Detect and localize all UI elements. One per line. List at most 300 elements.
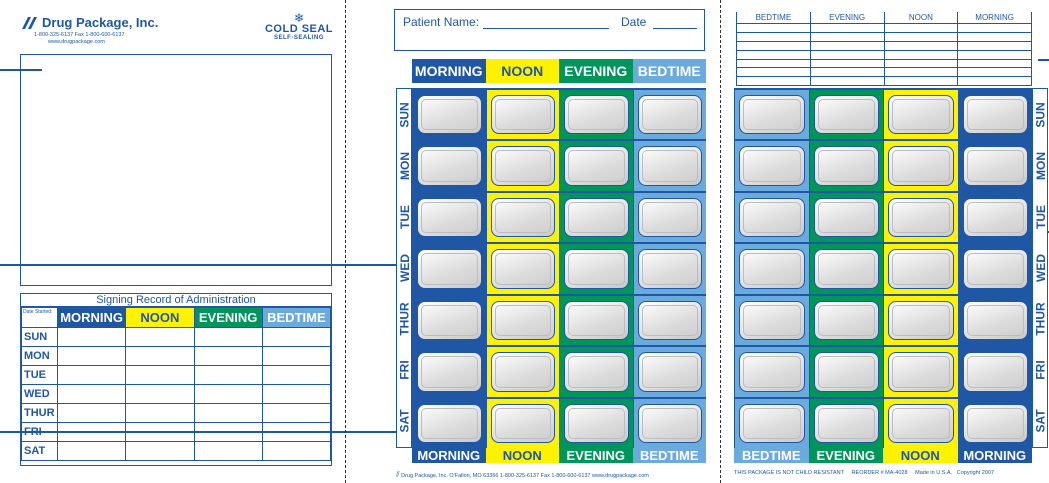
sign-cell[interactable] [58, 385, 126, 404]
blister-pocket[interactable] [888, 404, 954, 443]
right-sign-col-evening: EVENING [810, 12, 884, 24]
blister-pocket[interactable] [963, 404, 1029, 443]
sign-cell[interactable] [737, 33, 811, 42]
middle-header [412, 59, 706, 83]
blister-dome [818, 150, 876, 181]
day-label-wed: WED [1034, 253, 1048, 282]
made-in-usa: Made in U.S.A. [915, 470, 953, 476]
blister-pocket[interactable] [638, 198, 703, 237]
sign-cell[interactable] [737, 59, 811, 68]
leader-line-right-top [1038, 59, 1049, 61]
blister-pocket[interactable] [564, 404, 629, 443]
sign-cell[interactable] [194, 347, 262, 366]
right-footer-text [734, 470, 994, 476]
blister-cell-mon-bedtime [633, 139, 707, 190]
footer-morning: MORNING [412, 448, 486, 463]
blister-cell-sat-noon [486, 397, 560, 448]
sign-cell[interactable] [262, 366, 330, 385]
blister-pocket[interactable] [491, 146, 556, 185]
blister-dome [642, 305, 699, 336]
sign-cell[interactable] [810, 77, 884, 86]
sign-col-bedtime: BEDTIME [262, 308, 330, 328]
table-row [737, 59, 1032, 68]
blister-pocket[interactable] [888, 95, 954, 134]
blister-pocket[interactable] [638, 249, 703, 288]
blister-pocket[interactable] [491, 198, 556, 237]
right-day-labels [1032, 88, 1048, 448]
sign-cell[interactable] [194, 423, 262, 442]
sign-cell[interactable] [884, 50, 958, 59]
blister-cell-sun-morning [958, 88, 1033, 139]
sign-cell[interactable] [958, 50, 1032, 59]
blister-cell-tue-morning [958, 191, 1033, 242]
blister-pocket[interactable] [564, 198, 629, 237]
blister-dome [568, 202, 625, 233]
blister-pocket[interactable] [814, 95, 880, 134]
sign-cell[interactable] [194, 385, 262, 404]
footer-bedtime: BEDTIME [734, 448, 809, 463]
blister-dome [743, 408, 801, 439]
blister-cell-tue-noon [883, 191, 958, 242]
blister-pocket[interactable] [963, 95, 1029, 134]
sign-cell[interactable] [737, 24, 811, 33]
date-field[interactable] [653, 28, 697, 29]
table-row [22, 347, 331, 366]
blister-pocket[interactable] [417, 301, 482, 340]
blister-dome [421, 356, 478, 387]
blister-pocket[interactable] [814, 198, 880, 237]
blister-dome [642, 99, 699, 130]
small-logo-icon: ⫽ [396, 470, 400, 479]
sign-cell[interactable] [884, 77, 958, 86]
signing-record-table [21, 307, 331, 461]
blister-cell-fri-evening [559, 345, 633, 396]
sign-cell[interactable] [810, 68, 884, 77]
blister-pocket[interactable] [739, 95, 805, 134]
blister-dome [743, 253, 801, 284]
header-morning: MORNING [412, 59, 486, 83]
blister-pocket[interactable] [491, 95, 556, 134]
blister-pocket[interactable] [814, 146, 880, 185]
sign-cell[interactable] [262, 347, 330, 366]
sign-cell[interactable] [58, 347, 126, 366]
blister-pocket[interactable] [491, 249, 556, 288]
blister-pocket[interactable] [739, 198, 805, 237]
middle-day-labels [396, 88, 412, 448]
blister-pocket[interactable] [491, 301, 556, 340]
sign-cell[interactable] [958, 77, 1032, 86]
blister-cell-wed-noon [883, 242, 958, 293]
company-phones: 1-800-325-6137 Fax 1-800-600-6137 [34, 32, 125, 38]
blister-dome [967, 150, 1025, 181]
table-row [737, 50, 1032, 59]
blister-cell-mon-morning [412, 139, 486, 190]
footer-noon: NOON [486, 448, 560, 463]
blister-cell-wed-bedtime [633, 242, 707, 293]
sign-day-label: WED [22, 385, 58, 404]
blister-pocket[interactable] [417, 198, 482, 237]
middle-blister-card [396, 88, 706, 448]
table-row [737, 68, 1032, 77]
blister-cell-thur-morning [958, 294, 1033, 345]
blister-cell-thur-evening [559, 294, 633, 345]
sign-cell[interactable] [58, 366, 126, 385]
blister-pocket[interactable] [963, 352, 1029, 391]
sign-cell[interactable] [126, 328, 194, 347]
sign-day-label: MON [22, 347, 58, 366]
blister-pocket[interactable] [417, 404, 482, 443]
blister-pocket[interactable] [888, 301, 954, 340]
footer-evening: EVENING [809, 448, 884, 463]
blister-cell-sun-morning [412, 88, 486, 139]
blister-dome [818, 253, 876, 284]
fold-line-left [345, 0, 346, 483]
blister-dome [743, 305, 801, 336]
sign-cell[interactable] [958, 59, 1032, 68]
sign-cell[interactable] [126, 385, 194, 404]
blister-pocket[interactable] [417, 249, 482, 288]
blister-cell-mon-morning [958, 139, 1033, 190]
blister-pocket[interactable] [417, 352, 482, 391]
blister-dome [568, 150, 625, 181]
blister-dome [892, 408, 950, 439]
blister-cell-sun-evening [559, 88, 633, 139]
blister-dome [568, 99, 625, 130]
blister-cell-sat-bedtime [734, 397, 809, 448]
blister-cell-wed-evening [809, 242, 884, 293]
blister-cell-tue-bedtime [734, 191, 809, 242]
blister-cell-sun-noon [883, 88, 958, 139]
patient-name-label: Patient Name: [403, 15, 480, 29]
blister-cell-thur-morning [412, 294, 486, 345]
blister-pocket[interactable] [564, 146, 629, 185]
blister-cell-wed-morning [412, 242, 486, 293]
sign-cell[interactable] [810, 50, 884, 59]
blister-pocket[interactable] [564, 352, 629, 391]
sign-cell[interactable] [58, 404, 126, 423]
sign-cell[interactable] [126, 442, 194, 461]
sign-cell[interactable] [126, 366, 194, 385]
sign-cell[interactable] [737, 50, 811, 59]
sign-day-label: TUE [22, 366, 58, 385]
sign-col-evening: EVENING [194, 308, 262, 328]
blister-pocket[interactable] [814, 404, 880, 443]
sign-cell[interactable] [126, 404, 194, 423]
day-label-tue: TUE [1034, 204, 1048, 229]
sign-col-morning: MORNING [58, 308, 126, 328]
blister-dome [421, 408, 478, 439]
blister-pocket[interactable] [739, 301, 805, 340]
blister-cell-fri-morning [958, 345, 1033, 396]
blister-dome [967, 408, 1025, 439]
blister-pocket[interactable] [564, 301, 629, 340]
patient-name-field[interactable] [483, 28, 609, 29]
blister-pocket[interactable] [963, 301, 1029, 340]
table-row [22, 385, 331, 404]
blister-cell-thur-bedtime [633, 294, 707, 345]
day-label-sun: SUN [398, 101, 412, 128]
sign-cell[interactable] [884, 33, 958, 42]
signing-record [20, 293, 332, 466]
sign-cell[interactable] [958, 24, 1032, 33]
date-started-label: Date Started: [22, 308, 58, 328]
blister-cell-sat-noon [883, 397, 958, 448]
blister-pocket[interactable] [739, 352, 805, 391]
blister-dome [642, 150, 699, 181]
blister-pocket[interactable] [963, 249, 1029, 288]
sign-cell[interactable] [194, 366, 262, 385]
blister-dome [743, 356, 801, 387]
blister-pocket[interactable] [814, 249, 880, 288]
sign-cell[interactable] [194, 442, 262, 461]
sign-cell[interactable] [884, 41, 958, 50]
blister-pocket[interactable] [814, 301, 880, 340]
right-sign-col-bedtime: BEDTIME [737, 12, 811, 24]
blister-cell-sat-evening [809, 397, 884, 448]
day-label-thur: THUR [1034, 302, 1049, 336]
blister-dome [568, 253, 625, 284]
sign-cell[interactable] [262, 442, 330, 461]
day-label-wed: WED [398, 253, 412, 282]
blister-dome [967, 305, 1025, 336]
blister-cell-tue-noon [486, 191, 560, 242]
blister-pocket[interactable] [638, 301, 703, 340]
sign-cell[interactable] [884, 24, 958, 33]
sign-cell[interactable] [262, 404, 330, 423]
blister-pocket[interactable] [638, 352, 703, 391]
blister-dome [421, 202, 478, 233]
blister-pocket[interactable] [888, 352, 954, 391]
right-footer [734, 448, 1032, 463]
sign-cell[interactable] [810, 24, 884, 33]
blister-dome [892, 99, 950, 130]
blister-dome [495, 356, 552, 387]
blister-pocket[interactable] [638, 146, 703, 185]
sign-cell[interactable] [58, 328, 126, 347]
blister-dome [743, 99, 801, 130]
blister-cell-mon-noon [883, 139, 958, 190]
right-sign-col-noon: NOON [884, 12, 958, 24]
blister-dome [818, 356, 876, 387]
blister-dome [892, 305, 950, 336]
blister-dome [568, 356, 625, 387]
signing-record-title: Signing Record of Administration [21, 294, 331, 307]
leader-line-top [0, 69, 42, 71]
blister-pocket[interactable] [739, 146, 805, 185]
day-label-sat: SAT [1034, 409, 1049, 433]
table-row [22, 404, 331, 423]
blister-dome [495, 408, 552, 439]
sign-cell[interactable] [262, 423, 330, 442]
blister-cell-fri-noon [883, 345, 958, 396]
blister-dome [892, 356, 950, 387]
sign-cell[interactable] [958, 41, 1032, 50]
sign-cell[interactable] [58, 442, 126, 461]
blister-pocket[interactable] [491, 404, 556, 443]
footer-morning: MORNING [958, 448, 1033, 463]
blister-pocket[interactable] [963, 146, 1029, 185]
blister-cell-mon-noon [486, 139, 560, 190]
blister-cell-mon-evening [809, 139, 884, 190]
table-row [737, 77, 1032, 86]
blister-pocket[interactable] [417, 146, 482, 185]
blister-cell-wed-bedtime [734, 242, 809, 293]
blister-cell-tue-bedtime [633, 191, 707, 242]
blister-pocket[interactable] [564, 249, 629, 288]
company-address: Drug Package, Inc. O'Fallon, MO 63366 1-800-325-6137 Fax 1-800-600-6137 www.drugpackage.com [401, 473, 649, 479]
blister-dome [967, 202, 1025, 233]
day-label-mon: MON [1034, 151, 1048, 180]
blister-cell-wed-evening [559, 242, 633, 293]
day-label-sat: SAT [398, 409, 413, 433]
right-blister-grid [734, 88, 1032, 448]
blister-cell-tue-morning [412, 191, 486, 242]
header-noon: NOON [486, 59, 560, 83]
footer-evening: EVENING [559, 448, 633, 463]
blister-cell-tue-evening [809, 191, 884, 242]
blister-cell-sat-evening [559, 397, 633, 448]
day-label-fri: FRI [398, 360, 412, 380]
blister-dome [642, 202, 699, 233]
blister-pocket[interactable] [491, 352, 556, 391]
sign-cell[interactable] [810, 59, 884, 68]
sign-cell[interactable] [810, 33, 884, 42]
blister-dome [818, 305, 876, 336]
blister-cell-fri-noon [486, 345, 560, 396]
table-row [22, 366, 331, 385]
blister-dome [967, 253, 1025, 284]
snowflake-icon: ❄ [293, 11, 305, 25]
copyright: Copyright 2007 [956, 470, 995, 476]
footer-noon: NOON [883, 448, 958, 463]
blister-cell-fri-bedtime [734, 345, 809, 396]
blister-dome [892, 253, 950, 284]
sign-day-label: SUN [22, 328, 58, 347]
blister-pocket[interactable] [638, 95, 703, 134]
blister-dome [967, 356, 1025, 387]
sign-cell[interactable] [262, 328, 330, 347]
sign-cell[interactable] [194, 328, 262, 347]
sign-cell[interactable] [262, 385, 330, 404]
table-row [22, 442, 331, 461]
sign-cell[interactable] [126, 347, 194, 366]
cold-seal-title: COLD SEAL [264, 23, 334, 35]
day-label-tue: TUE [398, 204, 412, 229]
middle-footer-text [396, 470, 649, 480]
blister-dome [568, 305, 625, 336]
blister-dome [967, 99, 1025, 130]
sign-cell[interactable] [737, 77, 811, 86]
blister-dome [743, 150, 801, 181]
middle-footer [412, 448, 706, 463]
blister-pocket[interactable] [564, 95, 629, 134]
blister-cell-wed-noon [486, 242, 560, 293]
blister-pocket[interactable] [739, 404, 805, 443]
blister-dome [568, 408, 625, 439]
sign-cell[interactable] [126, 423, 194, 442]
blister-cell-mon-bedtime [734, 139, 809, 190]
blister-pocket[interactable] [638, 404, 703, 443]
sign-cell[interactable] [958, 68, 1032, 77]
blister-pocket[interactable] [888, 198, 954, 237]
company-name: Drug Package, Inc. [42, 15, 159, 30]
day-label-mon: MON [398, 151, 412, 180]
blister-pocket[interactable] [417, 95, 482, 134]
leader-line-middle [0, 264, 432, 266]
blister-pocket[interactable] [963, 198, 1029, 237]
drug-package-logo [20, 14, 170, 48]
table-row [737, 41, 1032, 50]
middle-blister-grid [412, 88, 706, 448]
sign-cell[interactable] [194, 404, 262, 423]
blister-dome [495, 202, 552, 233]
header-bedtime: BEDTIME [633, 59, 707, 83]
blister-dome [495, 253, 552, 284]
blister-cell-fri-bedtime [633, 345, 707, 396]
blister-pocket[interactable] [888, 249, 954, 288]
pharmacy-label-area [20, 54, 332, 286]
blister-dome [495, 150, 552, 181]
header-evening: EVENING [559, 59, 633, 83]
table-row [737, 33, 1032, 42]
blister-pocket[interactable] [888, 146, 954, 185]
sign-cell[interactable] [737, 68, 811, 77]
blister-dome [892, 150, 950, 181]
blister-cell-sun-noon [486, 88, 560, 139]
blister-dome [495, 305, 552, 336]
blister-dome [421, 253, 478, 284]
blister-cell-sat-morning [958, 397, 1033, 448]
sign-cell[interactable] [884, 59, 958, 68]
blister-cell-wed-morning [958, 242, 1033, 293]
sign-cell[interactable] [958, 33, 1032, 42]
blister-cell-sun-bedtime [633, 88, 707, 139]
sign-day-label: FRI [22, 423, 58, 442]
sign-col-noon: NOON [126, 308, 194, 328]
blister-dome [495, 99, 552, 130]
blister-cell-sun-bedtime [734, 88, 809, 139]
blister-cell-thur-noon [883, 294, 958, 345]
blister-pocket[interactable] [739, 249, 805, 288]
blister-cell-sat-morning [412, 397, 486, 448]
blister-dome [642, 356, 699, 387]
reorder-number: REORDER # MA-4028 [851, 470, 908, 476]
cold-seal-logo [262, 12, 336, 48]
blister-dome [642, 408, 699, 439]
blister-dome [421, 99, 478, 130]
blister-dome [743, 202, 801, 233]
sign-cell[interactable] [737, 41, 811, 50]
blister-cell-sun-evening [809, 88, 884, 139]
fold-line-right [720, 0, 721, 483]
blister-cell-thur-evening [809, 294, 884, 345]
sign-day-label: SAT [22, 442, 58, 461]
blister-dome [818, 408, 876, 439]
sign-cell[interactable] [58, 423, 126, 442]
sign-cell[interactable] [884, 68, 958, 77]
footer-bedtime: BEDTIME [633, 448, 707, 463]
company-website: www.drugpackage.com [48, 39, 105, 45]
sign-cell[interactable] [810, 41, 884, 50]
blister-dome [421, 150, 478, 181]
blister-pocket[interactable] [814, 352, 880, 391]
right-sign-col-morning: MORNING [958, 12, 1032, 24]
blister-dome [421, 305, 478, 336]
day-label-fri: FRI [1034, 360, 1048, 380]
blister-cell-tue-evening [559, 191, 633, 242]
blister-dome [892, 202, 950, 233]
blister-dome [818, 202, 876, 233]
